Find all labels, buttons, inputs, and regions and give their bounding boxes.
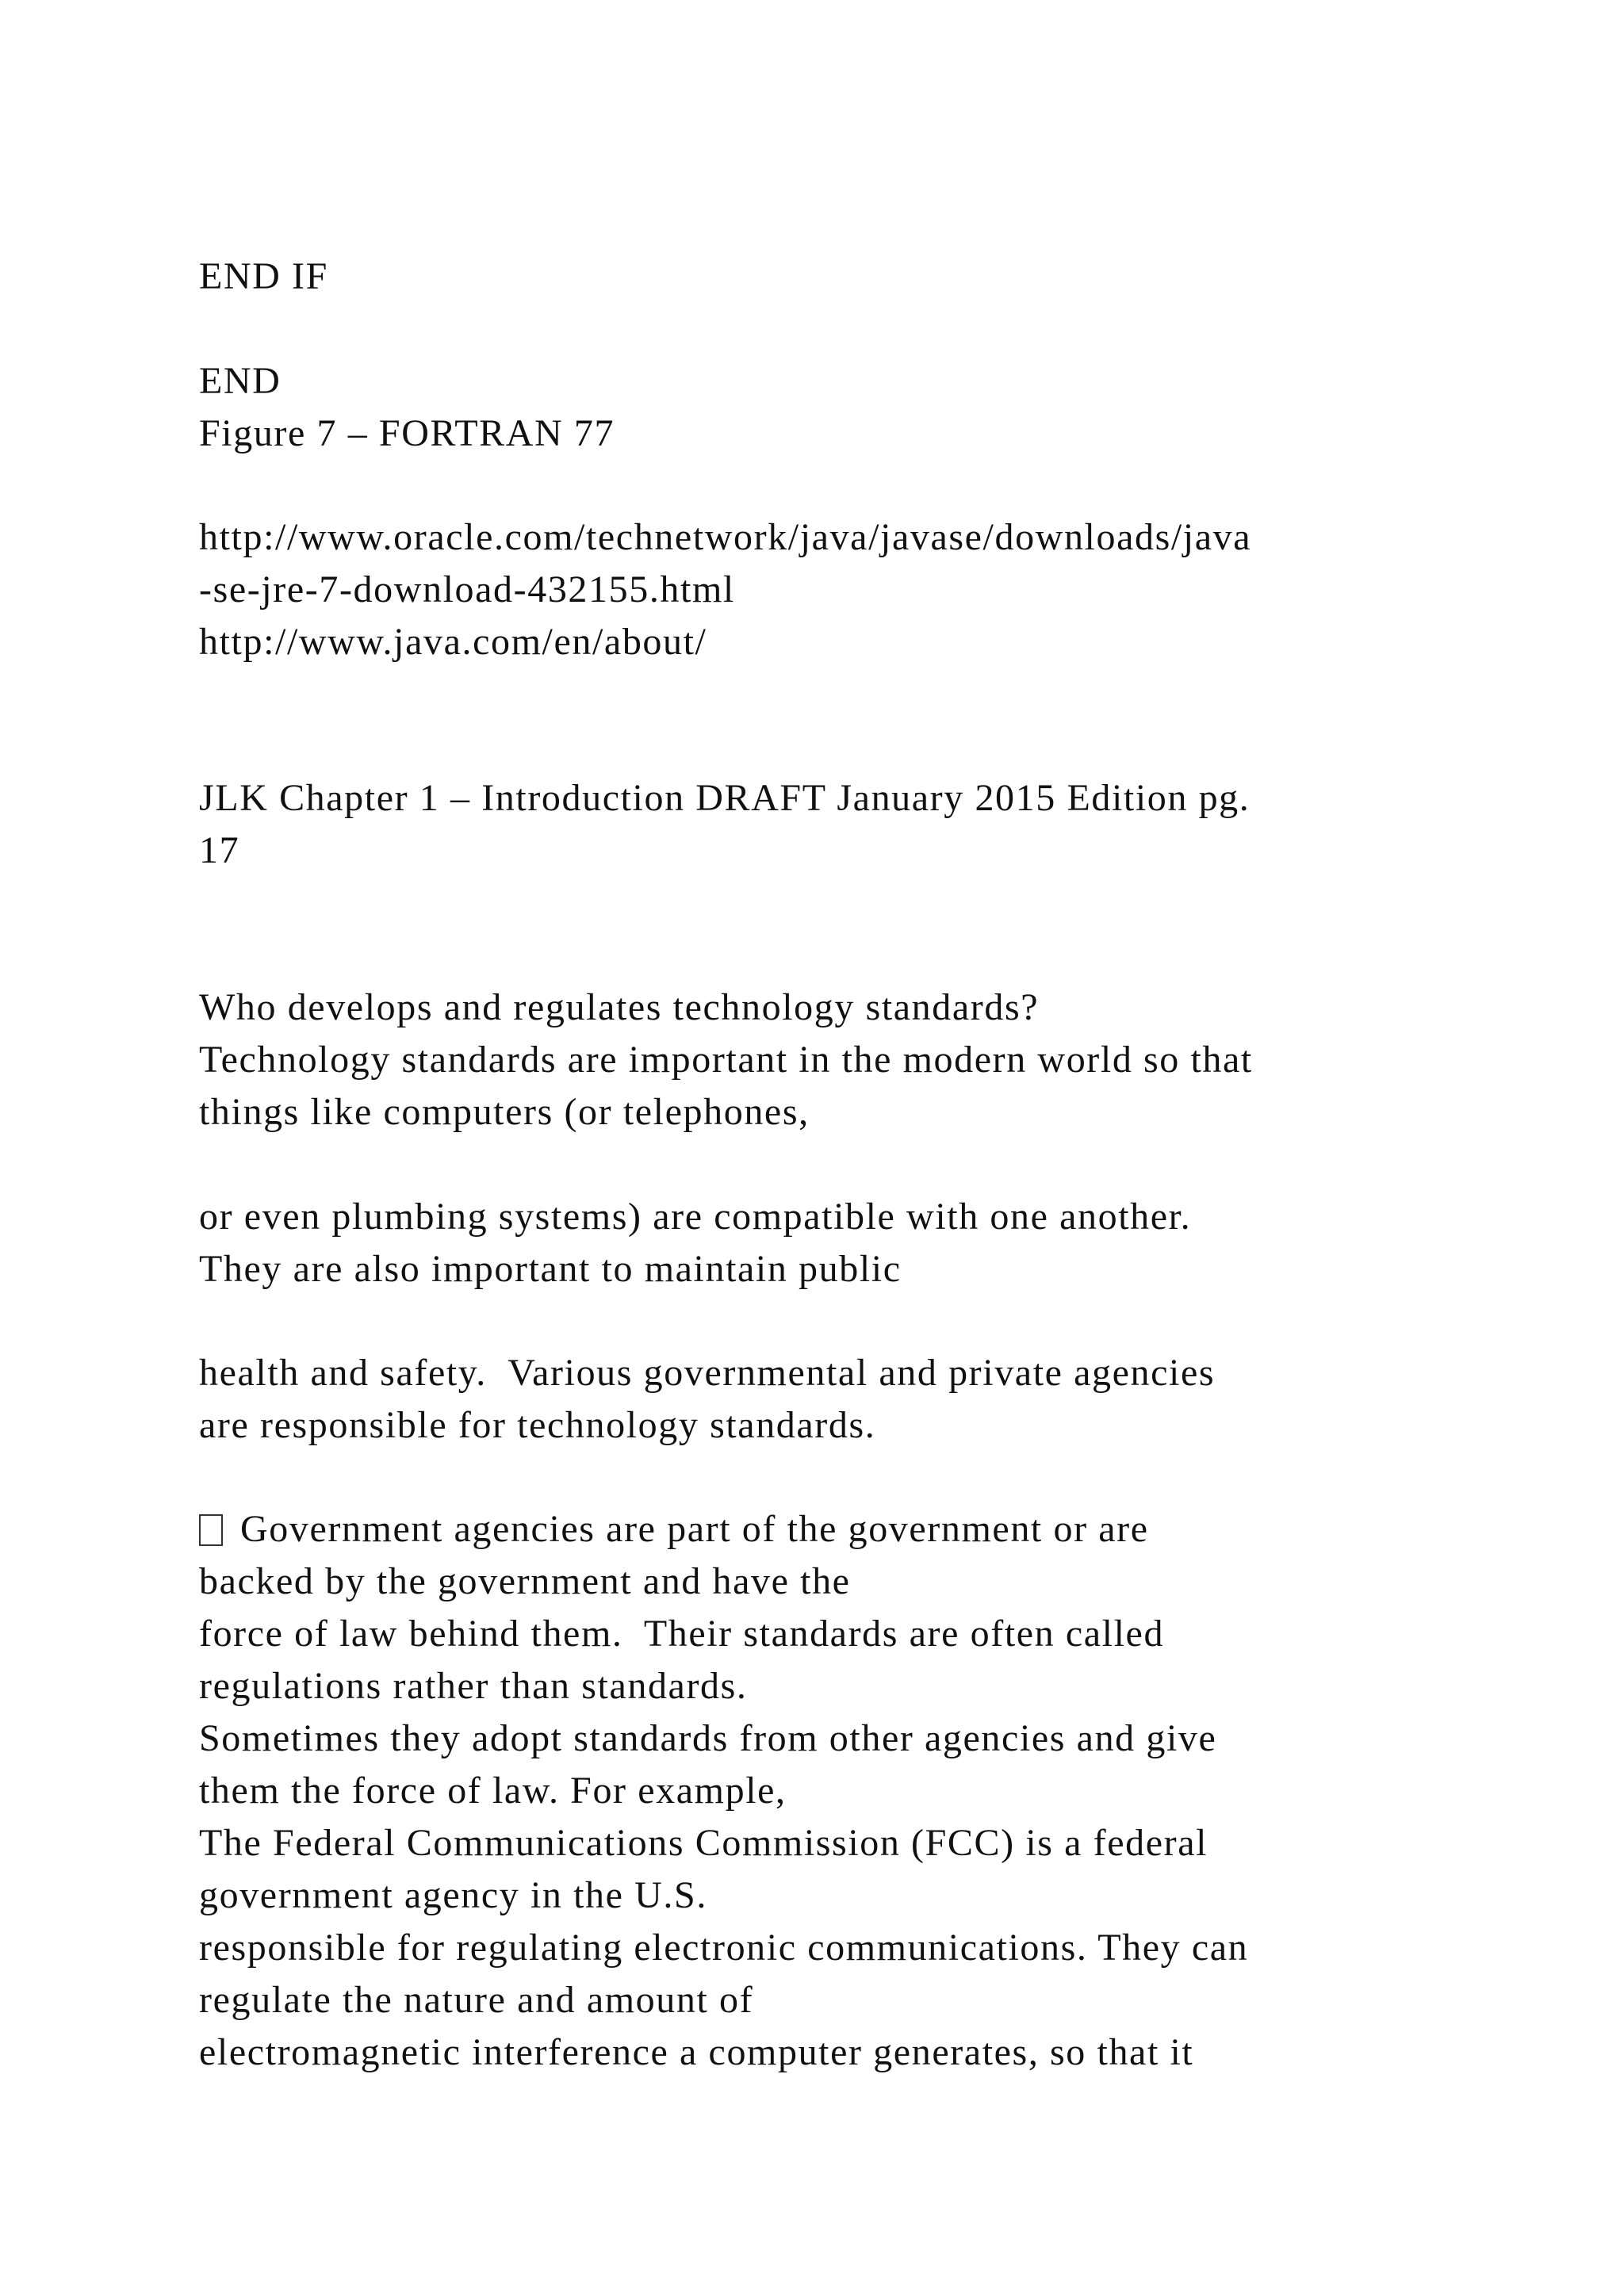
bullet-line [199, 1503, 1149, 1556]
bullet-line: regulate the nature and amount of [199, 1979, 754, 2021]
bullet-line: The Federal Communications Commission (FCC) is a federal [199, 1822, 1208, 1864]
code-end: END [199, 360, 282, 402]
page-footer-line-1: JLK Chapter 1 – Introduction DRAFT January 2015 Edition pg. [199, 777, 1251, 819]
bullet-line: regulations rather than standards. [199, 1665, 748, 1707]
paragraph-line: things like computers (or telephones, [199, 1091, 810, 1133]
bullet-line: force of law behind them. Their standards are often called [199, 1613, 1165, 1655]
paragraph-line: They are also important to maintain public [199, 1248, 902, 1290]
paragraph-line: are responsible for technology standards. [199, 1404, 876, 1446]
bullet-line: Sometimes they adopt standards from other agencies and give [199, 1717, 1217, 1759]
link-oracle-line-2[interactable]: -se-jre-7-download-432155.html [199, 568, 735, 610]
page-footer-line-2: 17 [199, 829, 240, 871]
bullet-line: government agency in the U.S. [199, 1874, 707, 1916]
missing-glyph-icon [199, 1514, 223, 1546]
bullet-text: Government agencies are part of the government or are [240, 1508, 1149, 1550]
section-heading: Who develops and regulates technology standards? [199, 986, 1040, 1028]
link-java-about[interactable]: http://www.java.com/en/about/ [199, 621, 707, 663]
bullet-line: electromagnetic interference a computer generates, so that it [199, 2031, 1194, 2073]
paragraph-line: health and safety. Various governmental and private agencies [199, 1352, 1216, 1394]
figure-caption: Figure 7 – FORTRAN 77 [199, 412, 615, 454]
bullet-line: backed by the government and have the [199, 1560, 851, 1602]
paragraph-line: or even plumbing systems) are compatible with one another. [199, 1196, 1192, 1238]
bullet-line: them the force of law. For example, [199, 1770, 787, 1812]
code-end-if: END IF [199, 255, 328, 297]
link-oracle-line-1[interactable]: http://www.oracle.com/technetwork/java/javase/downloads/java [199, 516, 1252, 558]
bullet-line: responsible for regulating electronic communications. They can [199, 1927, 1249, 1969]
paragraph-line: Technology standards are important in the modern world so that [199, 1039, 1253, 1081]
